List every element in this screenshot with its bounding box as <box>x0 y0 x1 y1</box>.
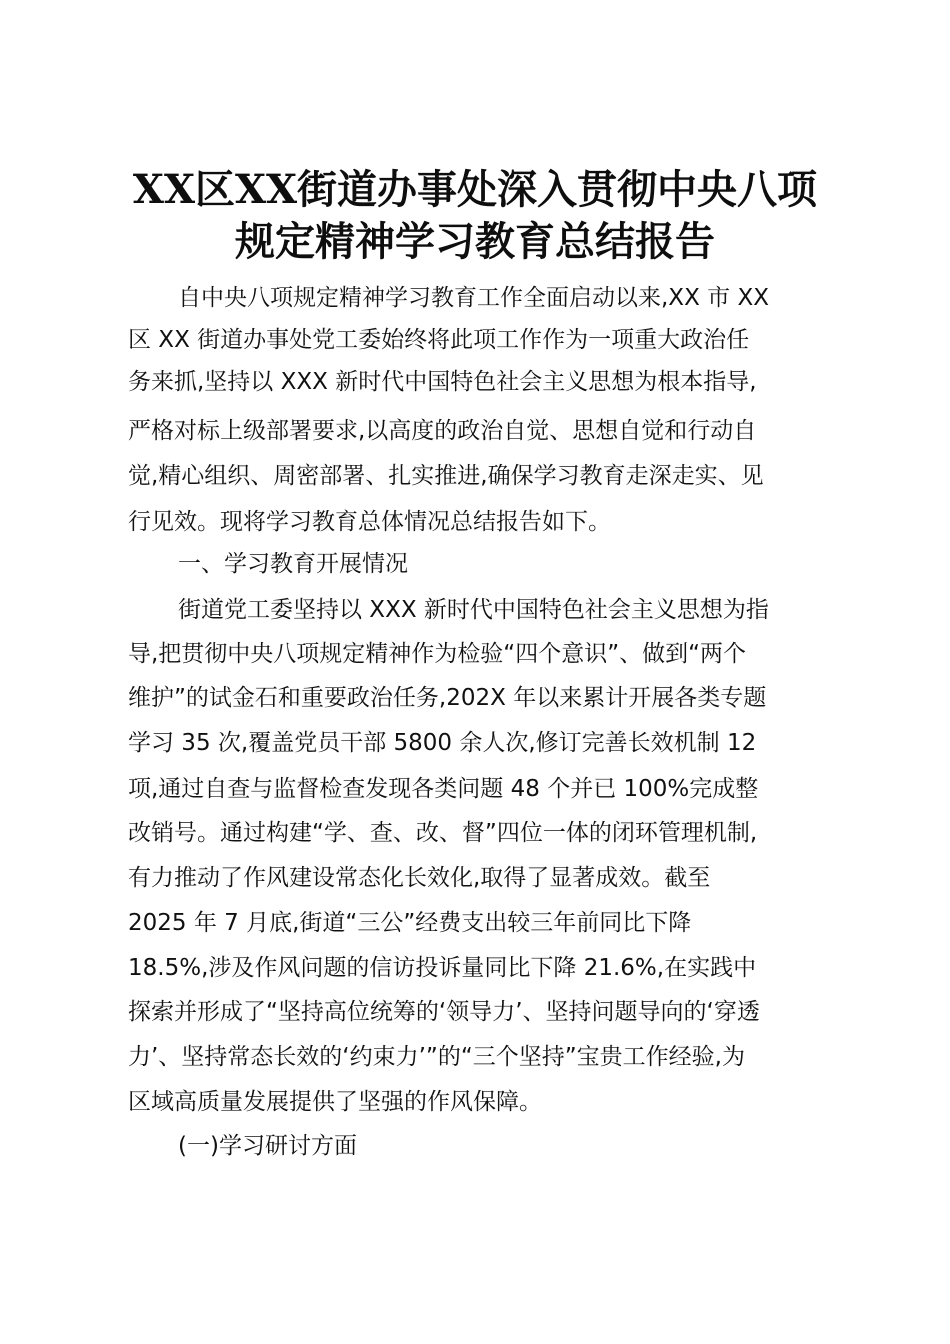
body-line-2: 区 XX 街道办事处党工委始终将此项工作作为一项重大政治任 <box>128 327 750 353</box>
body-line-17: 力’、坚持常态长效的‘约束力’”的“三个坚持”宝贵工作经验,为 <box>128 1044 745 1070</box>
body-line-8: 导,把贯彻中央八项规定精神作为检验“四个意识”、做到“两个 <box>128 641 747 667</box>
body-line-15: 18.5%,涉及作风问题的信访投诉量同比下降 21.6%,在实践中 <box>128 955 757 981</box>
body-line-18: 区域高质量发展提供了坚强的作风保障。 <box>128 1089 542 1115</box>
body-line-16: 探索并形成了“坚持高位统筹的‘领导力’、坚持问题导向的‘穿透 <box>128 999 760 1025</box>
title-line-1: XX区XX街道办事处深入贯彻中央八项 <box>132 166 818 213</box>
title-line-2: 规定精神学习教育总结报告 <box>235 218 715 265</box>
body-line-13: 有力推动了作风建设常态化长效化,取得了显著成效。截至 <box>128 865 711 891</box>
body-line-14: 2025 年 7 月底,街道“三公”经费支出较三年前同比下降 <box>128 910 692 936</box>
body-line-9: 维护”的试金石和重要政治任务,202X 年以来累计开展各类专题 <box>128 685 767 711</box>
body-line-7: 街道党工委坚持以 XXX 新时代中国特色社会主义思想为指 <box>178 597 769 623</box>
body-line-1: 自中央八项规定精神学习教育工作全面启动以来,XX 市 XX <box>178 285 769 311</box>
body-line-11: 项,通过自查与监督检查发现各类问题 48 个并已 100%完成整 <box>128 776 759 802</box>
section-heading-1: 一、学习教育开展情况 <box>178 551 408 577</box>
body-line-10: 学习 35 次,覆盖党员干部 5800 余人次,修订完善长效机制 12 <box>128 730 757 756</box>
body-line-6: 行见效。现将学习教育总体情况总结报告如下。 <box>128 509 611 535</box>
body-line-5: 觉,精心组织、周密部署、扎实推进,确保学习教育走深走实、见 <box>128 463 764 489</box>
subsection-heading-1: (一)学习研讨方面 <box>178 1133 357 1159</box>
body-line-3: 务来抓,坚持以 XXX 新时代中国特色社会主义思想为根本指导, <box>128 369 757 395</box>
document-title <box>100 164 850 268</box>
body-line-12: 改销号。通过构建“学、查、改、督”四位一体的闭环管理机制, <box>128 820 758 846</box>
body-line-4: 严格对标上级部署要求,以高度的政治自觉、思想自觉和行动自 <box>128 418 757 444</box>
